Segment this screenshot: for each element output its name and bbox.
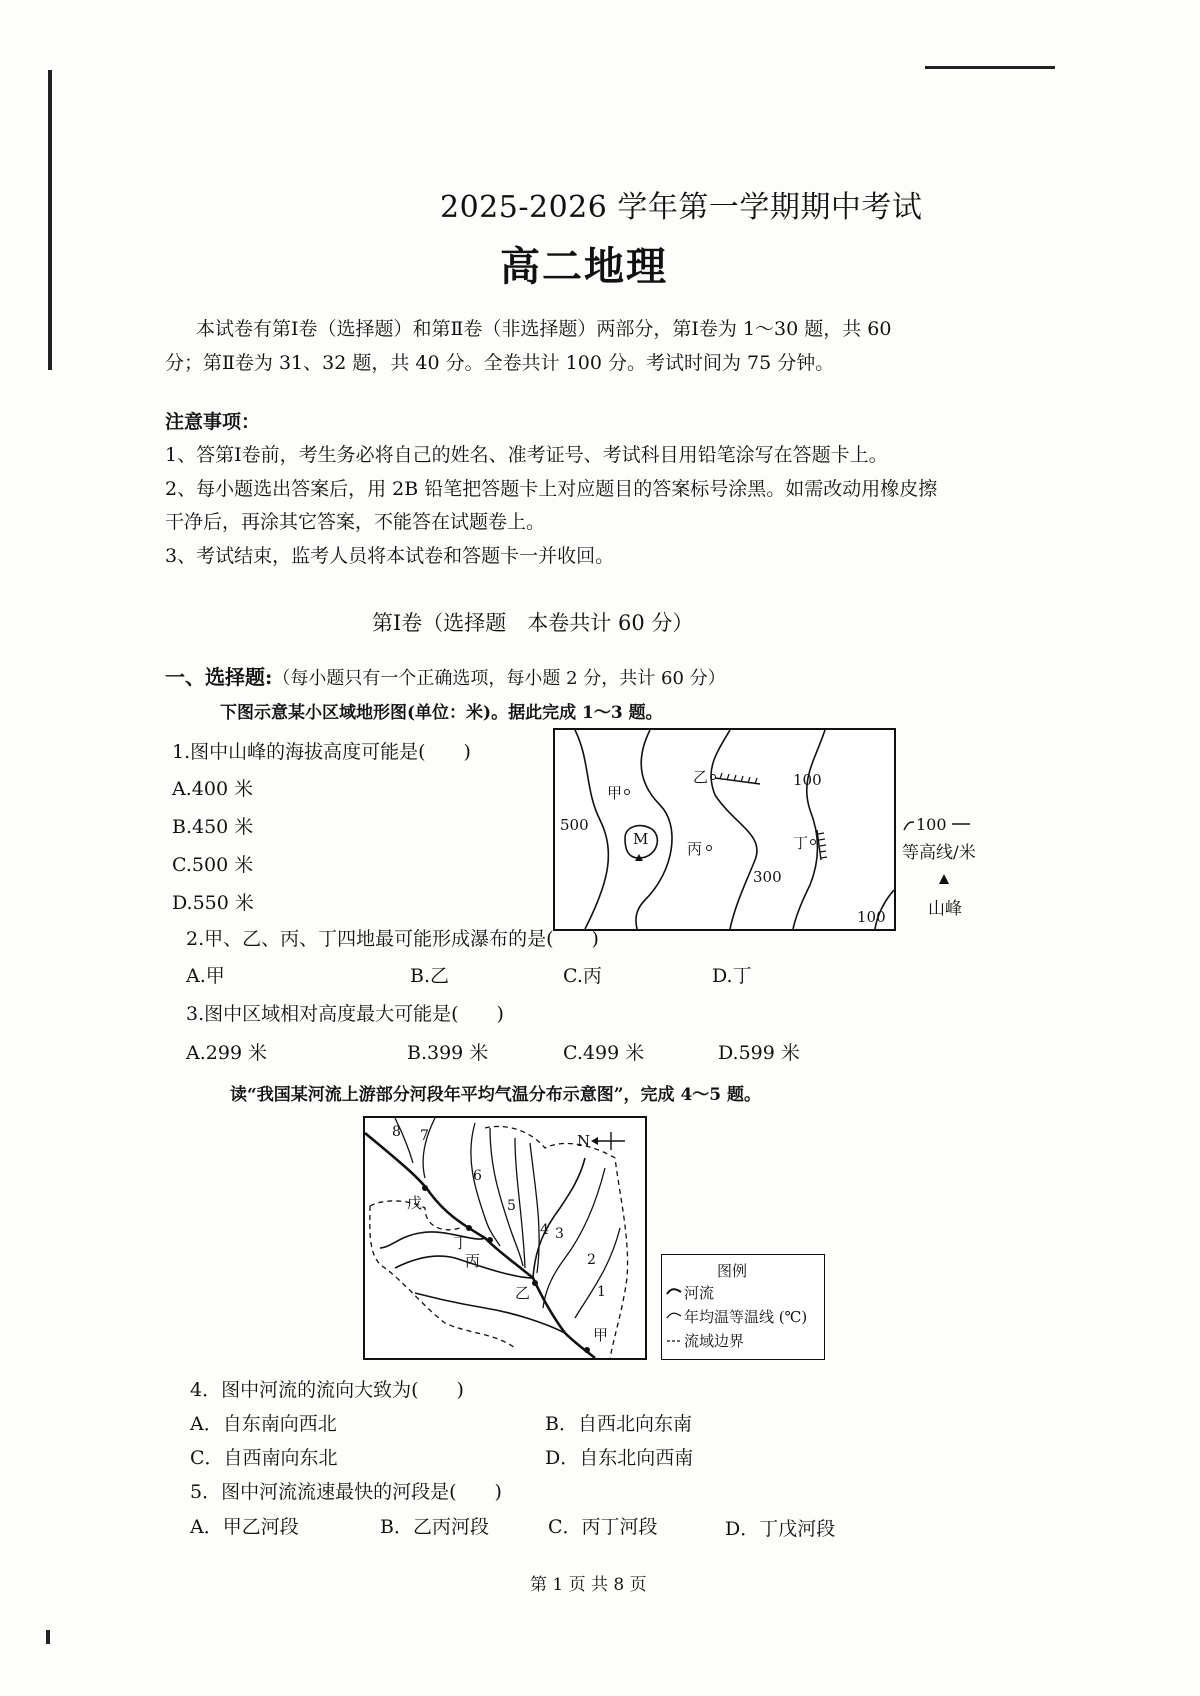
- place-ding: 丁: [453, 1234, 469, 1252]
- note-item-3: 3、考试结束，监考人员将本试卷和答题卡一并收回。: [165, 545, 615, 567]
- label-bing: 丙: [687, 840, 703, 858]
- intro-q4-5: 读“我国某河流上游部分河段年平均气温分布示意图”，完成 4～5 题。: [230, 1085, 762, 1105]
- q1-option-c: C.500 米: [172, 854, 254, 876]
- intro-line-2: 分；第Ⅱ卷为 31、32 题，共 40 分。全卷共计 100 分。考试时间为 75 分钟。: [165, 352, 835, 374]
- isotherm-7: [423, 1118, 435, 1178]
- q3-stem: 3.图中区域相对高度最大可能是( ): [186, 1003, 504, 1025]
- label-yi: 乙: [693, 768, 709, 786]
- scan-edge-bottom-left: [46, 1630, 50, 1644]
- section-title: 第Ⅰ卷（选择题 本卷共计 60 分）: [372, 611, 694, 635]
- main-river: [365, 1133, 595, 1358]
- q4-option-c: C．自西南向东北: [190, 1447, 338, 1469]
- q1-option-a: A.400 米: [172, 778, 254, 800]
- river-legend-svg: [662, 1255, 824, 1359]
- legend-contour-label: 等高线/米: [902, 843, 976, 863]
- point-bing-2: [487, 1237, 493, 1243]
- legend-peak-icon: [939, 874, 949, 884]
- topographic-map-svg: [555, 730, 894, 929]
- legend-boundary-label: 流域边界: [684, 1332, 745, 1350]
- place-wu: 戊: [407, 1194, 423, 1212]
- river-temperature-map: [363, 1116, 647, 1360]
- note-item-2-cont: 干净后，再涂其它答案，不能答在试题卷上。: [165, 511, 546, 533]
- legend-river-symbol: [667, 1289, 681, 1294]
- isotherm-3: [530, 1143, 539, 1273]
- page-number: 第 1 页 共 8 页: [530, 1575, 647, 1595]
- legend-peak-label: 山峰: [928, 899, 962, 919]
- q2-option-b: B.乙: [410, 965, 450, 987]
- intro-line-1: 本试卷有第Ⅰ卷（选择题）和第Ⅱ卷（非选择题）两部分，第Ⅰ卷为 1～30 题，共 60: [196, 318, 892, 340]
- place-jia: 甲: [593, 1326, 609, 1344]
- point-ding-2: [466, 1225, 472, 1231]
- isotherm-label-4: 4: [540, 1222, 549, 1238]
- part-label: 一、选择题:: [165, 665, 273, 689]
- legend-river-label: 河流: [684, 1284, 715, 1302]
- q5-option-b: B．乙丙河段: [380, 1516, 489, 1538]
- contour-label-300: 300: [753, 868, 782, 886]
- point-ding: [811, 840, 816, 845]
- q4-option-b: B．自西北向东南: [545, 1413, 692, 1435]
- isotherm-label-8: 8: [392, 1124, 401, 1140]
- q4-option-a: A．自东南向西北: [190, 1413, 337, 1435]
- part-note: （每小题只有一个正确选项，每小题 2 分，共计 60 分）: [272, 668, 726, 689]
- exam-title: 2025-2026 学年第一学期期中考试: [440, 190, 923, 225]
- q3-option-a: A.299 米: [186, 1042, 268, 1064]
- label-m: M: [633, 830, 649, 848]
- isotherm-label-3: 3: [555, 1226, 564, 1242]
- contour-label-500: 500: [560, 816, 589, 834]
- point-wu: [422, 1185, 428, 1191]
- q1-stem: 1.图中山峰的海拔高度可能是( ): [172, 741, 471, 763]
- q2-stem: 2.甲、乙、丙、丁四地最可能形成瀑布的是( ): [186, 928, 599, 950]
- q5-option-a: A．甲乙河段: [190, 1516, 299, 1538]
- isotherm-label-6: 6: [473, 1168, 482, 1184]
- note-item-1: 1、答第Ⅰ卷前，考生务必将自己的姓名、准考证号、考试科目用铅笔涂写在答题卡上。: [165, 444, 888, 466]
- tributary-1: [380, 1232, 485, 1248]
- isotherm-6: [471, 1123, 500, 1246]
- isotherm-5: [490, 1128, 523, 1266]
- q1-option-b: B.450 米: [172, 816, 254, 838]
- isotherm-1: [575, 1228, 620, 1318]
- note-item-2: 2、每小题选出答案后，用 2B 铅笔把答题卡上对应题目的答案标号涂黑。如需改动用橡皮擦: [165, 478, 938, 500]
- legend-contour-value: 100: [916, 816, 947, 834]
- q4-option-d: D．自东北向西南: [545, 1447, 694, 1469]
- q1-option-d: D.550 米: [172, 892, 254, 914]
- tributary-2: [395, 1256, 533, 1278]
- basin-boundary: [370, 1126, 628, 1358]
- intro-q1-3: 下图示意某小区域地形图(单位：米)。据此完成 1～3 题。: [220, 703, 663, 723]
- legend-isotherm-symbol: [667, 1313, 681, 1318]
- cliff-yi: [715, 778, 760, 784]
- contour-100-right: [793, 730, 825, 929]
- legend-contour-sample: [904, 822, 914, 830]
- notes-heading: 注意事项：: [165, 411, 261, 433]
- legend-isotherm-label: 年均温等温线 (℃): [684, 1308, 808, 1326]
- q2-option-c: C.丙: [563, 965, 602, 987]
- legend-title: 图例: [717, 1262, 748, 1280]
- tributary-4: [533, 1158, 585, 1278]
- q3-option-d: D.599 米: [718, 1042, 800, 1064]
- label-ding: 丁: [793, 834, 809, 852]
- place-yi: 乙: [515, 1284, 531, 1302]
- place-bing: 丙: [465, 1252, 481, 1270]
- q5-stem: 5．图中河流流速最快的河段是( ): [190, 1481, 502, 1503]
- river-map-svg: [365, 1118, 645, 1358]
- q3-option-b: B.399 米: [407, 1042, 489, 1064]
- q5-option-c: C．丙丁河段: [548, 1516, 658, 1538]
- q2-option-d: D.丁: [712, 965, 752, 987]
- scan-edge-top-right: [925, 66, 1055, 69]
- map1-legend: [900, 816, 1000, 930]
- point-bing: [707, 846, 712, 851]
- scan-edge-left: [48, 70, 52, 370]
- topographic-map: [553, 728, 896, 931]
- isotherm-label-7: 7: [420, 1128, 429, 1144]
- isotherm-label-2: 2: [587, 1252, 596, 1268]
- contour-300-right: [711, 730, 757, 929]
- subject-title: 高二地理: [500, 243, 668, 290]
- label-jia: 甲: [607, 784, 623, 802]
- point-yi-2: [532, 1280, 538, 1286]
- isotherm-label-5: 5: [507, 1198, 516, 1214]
- q3-option-c: C.499 米: [563, 1042, 645, 1064]
- contour-label-100-bottom: 100: [857, 908, 886, 926]
- point-jia: [625, 790, 630, 795]
- part-heading: [165, 661, 726, 690]
- river-map-legend: [661, 1254, 825, 1360]
- contour-label-100-top: 100: [793, 771, 822, 789]
- isotherm-2: [543, 1168, 605, 1308]
- isotherm-label-1: 1: [597, 1284, 606, 1300]
- north-arrow-head: [591, 1137, 598, 1145]
- q2-option-a: A.甲: [186, 965, 225, 987]
- point-jia-2: [584, 1347, 590, 1353]
- north-label: N: [577, 1132, 591, 1150]
- q4-stem: 4．图中河流的流向大致为( ): [190, 1379, 464, 1401]
- isotherm-4: [515, 1138, 525, 1268]
- q5-option-d: D．丁戊河段: [725, 1518, 836, 1540]
